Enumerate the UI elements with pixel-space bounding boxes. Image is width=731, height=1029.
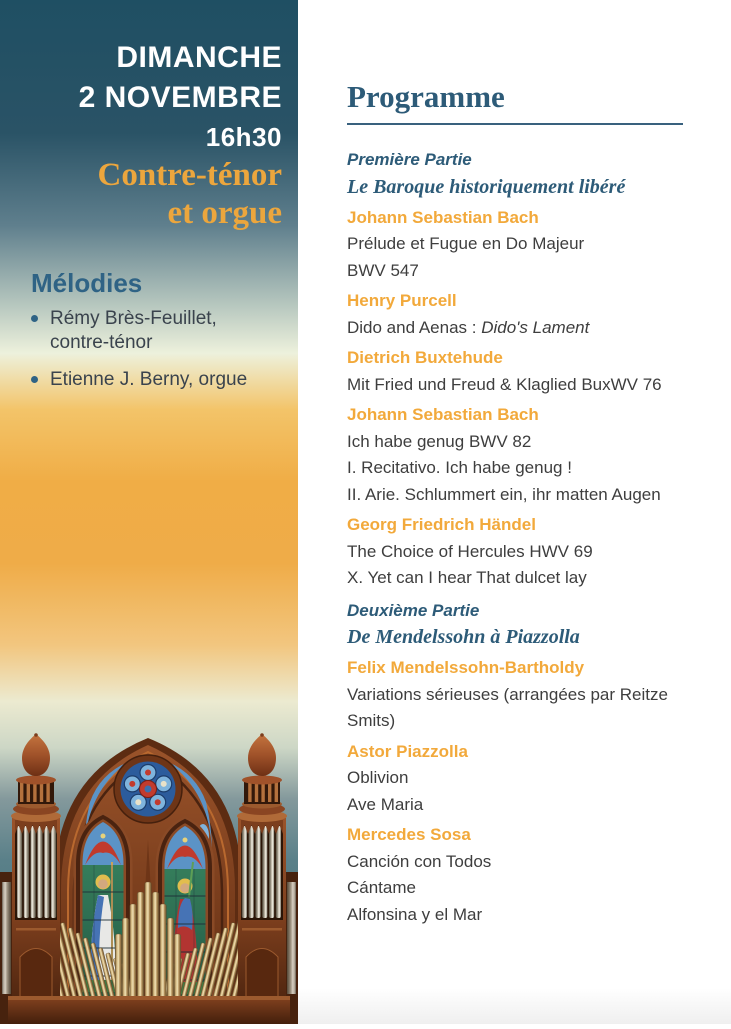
program-column [347,0,699,928]
piece-line [347,849,699,876]
piece-line [347,565,699,592]
program-part [347,598,699,929]
piece-text: Ave Maria [347,794,424,814]
piece-line [347,231,699,258]
organ-left-tower [0,733,61,1024]
part-title: De Mendelssohn à Piazzolla [347,626,580,648]
performer-item: Etienne J. Berny, orgue [31,368,298,392]
piece-title-italic: Dido's Lament [481,317,590,337]
program-entry [347,205,699,285]
event-title-line1: Contre-ténor [97,157,282,193]
piece-text: Cántame [347,878,416,897]
organ-illustration [0,732,298,1024]
organ-illustration-svg [0,732,298,1024]
piece-text: X. Yet can I hear That dulcet lay [347,568,587,587]
piece-text: Dido and Aenas : [347,317,482,337]
composer-name: Astor Piazzolla [347,741,468,761]
organ-base-case [8,996,290,1024]
piece-line [347,875,699,902]
piece-text: II. Arie. Schlummert ein, ihr matten Augen [347,484,661,504]
program-parts [347,147,699,928]
composer-name: Dietrich Buxtehude [347,348,503,367]
composer-name: Georg Friedrich Händel [347,515,536,534]
piece-text: Variations sérieuses (arrangées par Reitze Smits) [347,684,668,730]
piece-text: Prélude et Fugue en Do Majeur [347,234,585,253]
event-date-block [0,0,298,232]
piece-line [347,315,699,342]
part-title: Le Baroque historiquement libéré [347,175,626,198]
piece-line [347,765,699,792]
event-day: DIMANCHE [116,41,282,74]
event-time: 16h30 [205,122,282,152]
composer-name: Mercedes Sosa [347,825,471,844]
program-entry [347,345,699,398]
piece-text: BWV 547 [347,260,419,280]
piece-text: Ich habe genug BWV 82 [347,431,532,451]
piece-line [347,682,699,735]
piece-line [347,455,699,482]
event-sidebar [0,0,298,1024]
title-underline [347,123,683,125]
piece-line [347,539,699,566]
program-entry [347,739,699,819]
rose-window [114,755,182,823]
part-label: Deuxième Partie [347,600,480,620]
performer-item: Rémy Brès-Feuillet, contre-ténor [31,307,298,355]
program-entry [347,655,699,735]
composer-name: Johann Sebastian Bach [347,207,539,227]
program-entry [347,288,699,341]
melodies-section [0,268,298,392]
piece-text: Canción con Todos [347,851,492,871]
composer-name: Henry Purcell [347,291,457,310]
program-entry [347,512,699,592]
program-entry [347,402,699,508]
event-title-line2: et orgue [167,195,282,231]
piece-line [347,902,699,929]
piece-text: I. Recitativo. Ich habe genug ! [347,458,572,477]
program-part [347,147,699,592]
composer-name: Johann Sebastian Bach [347,405,539,424]
piece-line [347,482,699,509]
part-label: Première Partie [347,150,472,169]
performers-list [31,307,298,392]
piece-text: Alfonsina y el Mar [347,904,483,924]
composer-name: Felix Mendelssohn-Bartholdy [347,658,585,677]
page-title: Programme [347,79,505,114]
piece-line [347,792,699,819]
melodies-heading: Mélodies [31,268,143,298]
piece-text: Oblivion [347,768,409,787]
program-entry [347,822,699,928]
piece-line [347,372,699,399]
event-date: 2 NOVEMBRE [78,81,282,114]
piece-text: Mit Fried und Freud & Klaglied BuxWV 76 [347,374,662,394]
piece-line [347,429,699,456]
page-bottom-fade [298,988,731,1024]
piece-line [347,258,699,285]
organ-right-tower [237,733,298,1024]
piece-text: The Choice of Hercules HWV 69 [347,541,593,561]
